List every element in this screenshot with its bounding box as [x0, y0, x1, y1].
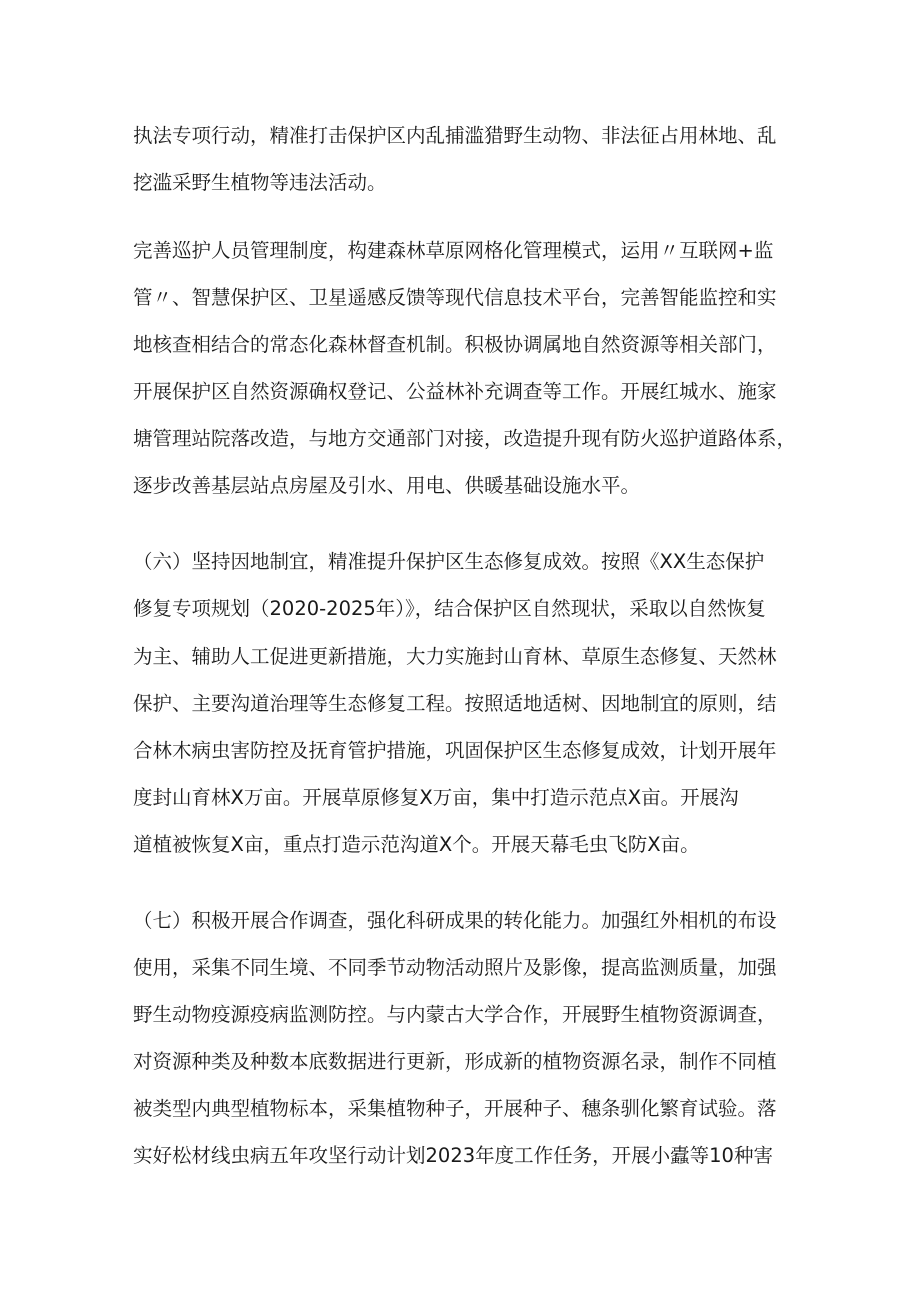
- paragraph-2-line-2: 管〃、智慧保护区、卫星遥感反馈等现代信息技术平台，完善智能监控和实: [133, 286, 777, 309]
- paragraph-2-line-6: 逐步改善基层站点房屋及引水、用电、供暖基础设施水平。: [133, 474, 641, 497]
- paragraph-3-line-4: 保护、主要沟道治理等生态修复工程。按照适地适树、因地制宜的原则，结: [133, 692, 777, 715]
- paragraph-2-line-4: 开展保护区自然资源确权登记、公益林补充调查等工作。开展红城水、施家: [133, 380, 777, 403]
- paragraph-4-line-3: 野生动物疫源疫病监测防控。与内蒙古大学合作，开展野生植物资源调查，: [133, 1003, 777, 1026]
- paragraph-2-line-1: 完善巡护人员管理制度，构建森林草原网格化管理模式，运用〃互联网+监: [133, 239, 774, 262]
- paragraph-3-line-6: 度封山育林X万亩。开展草原修复X万亩，集中打造示范点X亩。开展沟: [133, 786, 739, 809]
- paragraph-4-line-2: 使用，采集不同生境、不同季节动物活动照片及影像，提高监测质量，加强: [133, 956, 777, 979]
- paragraph-3-line-1: （六）坚持因地制宜，精准提升保护区生态修复成效。按照《XX生态保护: [133, 550, 765, 573]
- paragraph-3-line-5: 合林木病虫害防控及抚育管护措施，巩固保护区生态修复成效，计划开展年: [133, 739, 777, 762]
- paragraph-1-line-2: 挖滥采野生植物等违法活动。: [133, 171, 387, 194]
- paragraph-4-line-5: 被类型内典型植物标本，采集植物种子，开展种子、穗条驯化繁育试验。落: [133, 1097, 777, 1120]
- paragraph-4-line-6: 实好松材线虫病五年攻坚行动计划2023年度工作任务，开展小蠹等10种害: [133, 1144, 773, 1167]
- paragraph-2-line-5: 塘管理站院落改造，与地方交通部门对接，改造提升现有防火巡护道路体系，: [133, 427, 797, 450]
- paragraph-1-line-1: 执法专项行动，精准打击保护区内乱捕滥猎野生动物、非法征占用林地、乱: [133, 124, 777, 147]
- paragraph-3-line-7: 道植被恢复X亩，重点打造示范沟道X个。开展天幕毛虫飞防X亩。: [133, 833, 700, 856]
- paragraph-4-line-1: （七）积极开展合作调查，强化科研成果的转化能力。加强红外相机的布设: [133, 909, 777, 932]
- paragraph-3-line-2: 修复专项规划（2020-2025年）》，结合保护区自然现状，采取以自然恢复: [133, 597, 766, 620]
- paragraph-3-line-3: 为主、辅助人工促进更新措施，大力实施封山育林、草原生态修复、天然林: [133, 645, 777, 668]
- paragraph-4-line-4: 对资源种类及种数本底数据进行更新，形成新的植物资源名录，制作不同植: [133, 1050, 777, 1073]
- paragraph-2-line-3: 地核查相结合的常态化森林督查机制。积极协调属地自然资源等相关部门，: [133, 333, 777, 356]
